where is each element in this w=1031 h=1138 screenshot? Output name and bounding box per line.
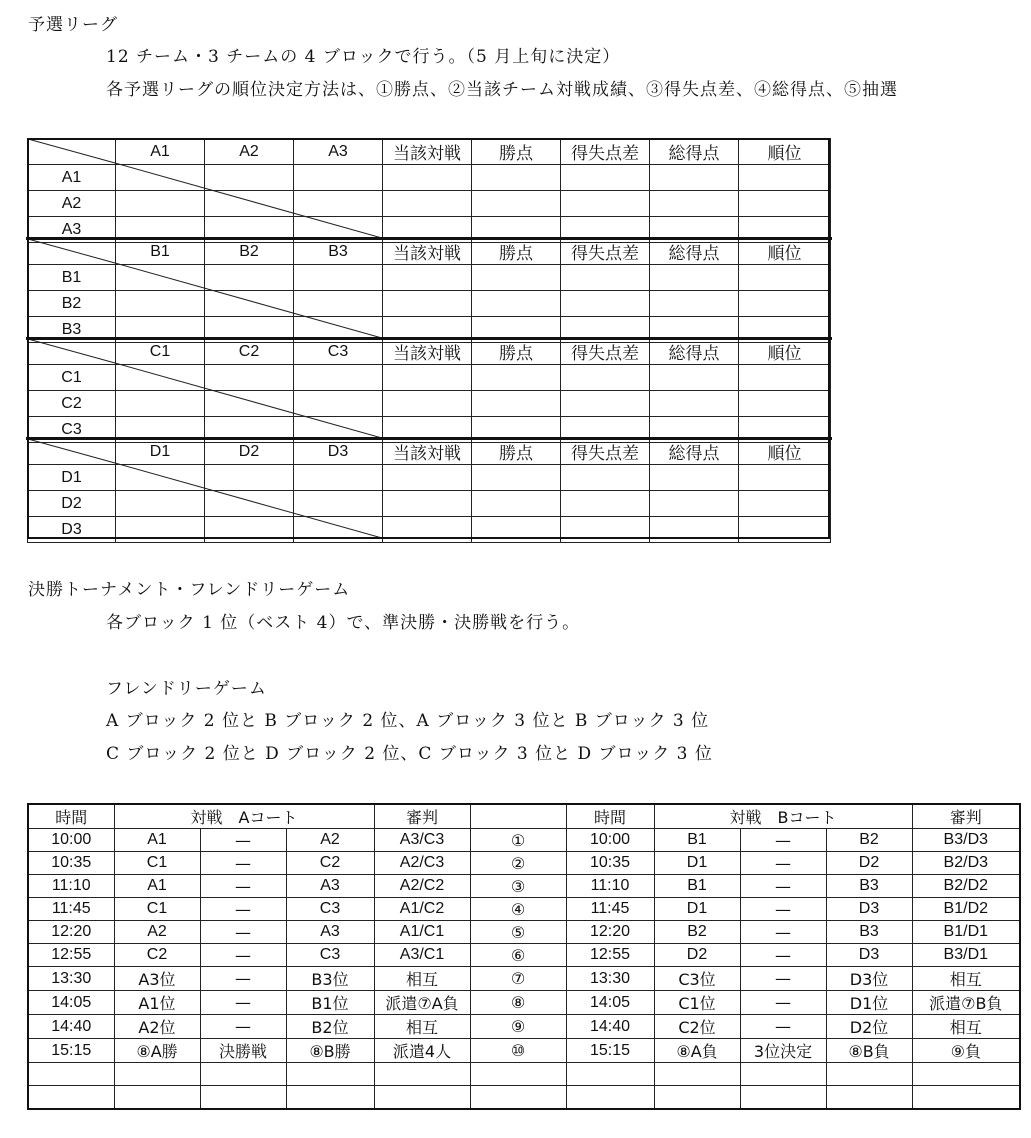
schedule-row [28,898,1020,921]
block-divider [26,437,832,440]
result-cell [650,165,739,191]
corner-cell [28,139,116,165]
result-cell [205,191,294,217]
time-cell [566,1063,654,1086]
result-cell [561,165,650,191]
stat-column-header: 得失点差 [561,339,650,365]
vs-cell [200,1063,286,1086]
team-column-header: B1 [116,239,205,265]
vs-cell: — [200,898,286,921]
result-cell [116,265,205,291]
time-cell: 11:45 [566,898,654,921]
result-cell [205,517,294,543]
result-cell [205,165,294,191]
team-cell: C2 [286,852,374,875]
result-cell [116,491,205,517]
team-cell: A2位 [114,1015,200,1039]
time-cell: 14:40 [28,1015,114,1039]
time-header-b: 時間 [566,804,654,829]
team-column-header: D2 [205,439,294,465]
stat-column-header: 総得点 [650,339,739,365]
referee-cell: 相互 [912,967,1020,991]
team-column-header: C2 [205,339,294,365]
team-cell: B2位 [286,1015,374,1039]
result-cell [739,291,831,317]
result-cell [650,517,739,543]
team-cell: B1 [654,829,740,852]
referee-cell: B1/D1 [912,921,1020,944]
vs-cell: 決勝戦 [200,1039,286,1063]
schedule-row [28,829,1020,852]
time-cell [28,1063,114,1086]
team-row-header: D3 [28,517,116,543]
time-cell: 13:30 [28,967,114,991]
result-cell [294,517,383,543]
corner-cell [28,439,116,465]
team-column-header: A1 [116,139,205,165]
result-cell [472,491,561,517]
referee-cell [374,1086,470,1110]
result-cell [205,465,294,491]
vs-cell: — [740,829,826,852]
team-cell [286,1086,374,1110]
time-cell: 10:00 [566,829,654,852]
schedule-row [28,852,1020,875]
schedule-row [28,1086,1020,1110]
result-cell [116,365,205,391]
result-cell [739,365,831,391]
team-cell: D1位 [826,991,912,1015]
result-cell [205,291,294,317]
stat-column-header: 順位 [739,339,831,365]
time-cell: 10:35 [566,852,654,875]
referee-cell: B2/D3 [912,852,1020,875]
result-cell [205,391,294,417]
result-cell [561,517,650,543]
schedule-row [28,921,1020,944]
team-row-header: B1 [28,265,116,291]
court-a-header: 対戦 Aコート [114,804,374,829]
vs-cell: — [740,944,826,967]
match-number-cell: ⑩ [470,1039,566,1063]
result-cell [650,191,739,217]
team-row-header: D2 [28,491,116,517]
vs-cell [200,1086,286,1110]
schedule-row [28,1039,1020,1063]
team-cell: A3 [286,921,374,944]
vs-cell: — [740,991,826,1015]
time-cell: 10:35 [28,852,114,875]
result-cell [205,265,294,291]
team-column-header: D1 [116,439,205,465]
schedule-row [28,991,1020,1015]
time-cell [566,1086,654,1110]
team-cell: D1 [654,898,740,921]
result-cell [650,465,739,491]
match-number-cell [470,1063,566,1086]
team-cell: C1位 [654,991,740,1015]
referee-cell: ⑨負 [912,1039,1020,1063]
result-cell [472,291,561,317]
team-cell: ⑧A勝 [114,1039,200,1063]
tournament-description-line: 各ブロック 1 位（ベスト 4）で、準決勝・決勝戦を行う。 [106,613,581,633]
result-cell [472,517,561,543]
corner-cell [28,239,116,265]
team-cell: ⑧B勝 [286,1039,374,1063]
team-cell: B1 [654,875,740,898]
referee-header-b: 審判 [912,804,1020,829]
time-cell: 12:55 [28,944,114,967]
time-cell: 11:45 [28,898,114,921]
team-cell: C2位 [654,1015,740,1039]
team-cell: B2 [654,921,740,944]
schedule-row [28,1015,1020,1039]
team-column-header: B3 [294,239,383,265]
team-cell: C3 [286,944,374,967]
match-number-cell: ⑦ [470,967,566,991]
league-description-line: 12 チーム・3 チームの 4 ブロックで行う。（5 月上旬に決定） [106,47,621,67]
referee-cell: 派遣⑦B負 [912,991,1020,1015]
referee-cell: A1/C2 [374,898,470,921]
stat-column-header: 勝点 [472,239,561,265]
team-cell: A1 [114,875,200,898]
result-cell [561,191,650,217]
result-cell [205,365,294,391]
result-cell [116,465,205,491]
match-number-cell: ⑧ [470,991,566,1015]
result-cell [472,465,561,491]
team-column-header: C1 [116,339,205,365]
result-cell [739,491,831,517]
team-row-header: C3 [28,417,116,443]
team-cell [826,1063,912,1086]
team-cell: D1 [654,852,740,875]
team-row-header: D1 [28,465,116,491]
team-cell: B3位 [286,967,374,991]
result-cell [650,265,739,291]
result-cell [294,365,383,391]
time-cell: 11:10 [28,875,114,898]
result-cell [383,265,472,291]
result-cell [294,291,383,317]
referee-cell: 派遣⑦A負 [374,991,470,1015]
result-cell [116,517,205,543]
team-column-header: A2 [205,139,294,165]
match-number-cell: ④ [470,898,566,921]
time-cell: 14:40 [566,1015,654,1039]
referee-cell: A2/C2 [374,875,470,898]
vs-cell: — [740,875,826,898]
friendly-game-line-2: C ブロック 2 位と D ブロック 2 位、C ブロック 3 位と D ブロック 3 位 [106,744,713,764]
match-number-cell: ⑨ [470,1015,566,1039]
team-cell [654,1086,740,1110]
team-row-header: B3 [28,317,116,343]
stat-column-header: 順位 [739,239,831,265]
stat-column-header: 当該対戦 [383,439,472,465]
match-number-cell: ② [470,852,566,875]
team-cell: A3 [286,875,374,898]
referee-cell: 相互 [374,1015,470,1039]
team-cell [826,1086,912,1110]
referee-cell: B3/D3 [912,829,1020,852]
result-cell [383,517,472,543]
stat-column-header: 得失点差 [561,439,650,465]
team-cell [286,1063,374,1086]
result-cell [116,191,205,217]
referee-cell: B2/D2 [912,875,1020,898]
referee-cell [912,1063,1020,1086]
time-cell: 14:05 [566,991,654,1015]
referee-cell: 相互 [374,967,470,991]
court-b-header: 対戦 Bコート [654,804,912,829]
result-cell [739,391,831,417]
section-heading-tournament: 決勝トーナメント・フレンドリーゲーム [28,580,351,600]
team-row-header: A2 [28,191,116,217]
team-cell: ⑧B負 [826,1039,912,1063]
team-cell: ⑧A負 [654,1039,740,1063]
match-number-header [470,804,566,829]
result-cell [472,191,561,217]
result-cell [472,391,561,417]
time-cell: 14:05 [28,991,114,1015]
result-cell [561,391,650,417]
result-cell [116,291,205,317]
result-cell [294,491,383,517]
team-cell: B3 [826,921,912,944]
vs-cell: — [200,1015,286,1039]
result-cell [650,365,739,391]
team-cell: C3位 [654,967,740,991]
result-cell [561,365,650,391]
team-cell: B2 [826,829,912,852]
stat-column-header: 総得点 [650,139,739,165]
vs-cell: — [200,875,286,898]
block-divider [26,337,832,340]
stat-column-header: 総得点 [650,239,739,265]
stat-column-header: 得失点差 [561,139,650,165]
result-cell [472,365,561,391]
vs-cell: — [200,852,286,875]
team-cell: A2 [114,921,200,944]
result-cell [383,391,472,417]
referee-cell: B1/D2 [912,898,1020,921]
vs-cell [740,1063,826,1086]
stat-column-header: 勝点 [472,339,561,365]
match-number-cell: ③ [470,875,566,898]
result-cell [472,165,561,191]
match-number-cell: ⑥ [470,944,566,967]
stat-column-header: 当該対戦 [383,139,472,165]
team-cell: D2 [826,852,912,875]
result-cell [739,465,831,491]
result-cell [383,465,472,491]
vs-cell: — [200,829,286,852]
team-row-header: A1 [28,165,116,191]
time-cell: 12:20 [28,921,114,944]
time-cell: 13:30 [566,967,654,991]
section-heading-preliminary-league: 予選リーグ [28,15,118,35]
team-cell: D2 [654,944,740,967]
result-cell [561,291,650,317]
referee-cell: B3/D1 [912,944,1020,967]
schedule-row [28,944,1020,967]
time-cell: 15:15 [566,1039,654,1063]
result-cell [294,465,383,491]
result-cell [739,165,831,191]
time-cell [28,1086,114,1110]
vs-cell: — [200,944,286,967]
team-cell: D2位 [826,1015,912,1039]
team-column-header: B2 [205,239,294,265]
team-cell [114,1086,200,1110]
result-cell [472,265,561,291]
stat-column-header: 当該対戦 [383,339,472,365]
result-cell [561,465,650,491]
time-cell: 12:55 [566,944,654,967]
league-block [27,338,830,439]
result-cell [116,165,205,191]
team-cell: C2 [114,944,200,967]
schedule-row [28,967,1020,991]
vs-cell: — [740,1015,826,1039]
result-cell [205,491,294,517]
referee-cell [912,1086,1020,1110]
referee-cell: 派遣4人 [374,1039,470,1063]
team-column-header: D3 [294,439,383,465]
referee-cell: A1/C1 [374,921,470,944]
stat-column-header: 当該対戦 [383,239,472,265]
team-row-header: B2 [28,291,116,317]
league-block [27,438,830,539]
vs-cell: — [200,967,286,991]
result-cell [383,191,472,217]
stat-column-header: 得失点差 [561,239,650,265]
time-header-a: 時間 [28,804,114,829]
time-cell: 11:10 [566,875,654,898]
result-cell [294,191,383,217]
team-cell: A2 [286,829,374,852]
team-cell [654,1063,740,1086]
team-cell: B1位 [286,991,374,1015]
referee-cell: A3/C3 [374,829,470,852]
team-cell: C1 [114,898,200,921]
result-cell [650,491,739,517]
block-divider [26,237,832,240]
match-number-cell [470,1086,566,1110]
friendly-game-line-1: A ブロック 2 位と B ブロック 2 位、A ブロック 3 位と B ブロック 3 位 [106,711,710,731]
result-cell [294,391,383,417]
stat-column-header: 総得点 [650,439,739,465]
referee-cell: A3/C1 [374,944,470,967]
referee-cell: 相互 [912,1015,1020,1039]
team-row-header: C1 [28,365,116,391]
result-cell [294,265,383,291]
result-cell [561,265,650,291]
schedule-row [28,1063,1020,1086]
vs-cell: — [740,967,826,991]
team-column-header: A3 [294,139,383,165]
result-cell [383,491,472,517]
referee-cell: A2/C3 [374,852,470,875]
corner-cell [28,339,116,365]
vs-cell: — [200,921,286,944]
result-cell [294,165,383,191]
result-cell [650,291,739,317]
result-cell [383,165,472,191]
stat-column-header: 順位 [739,439,831,465]
stat-column-header: 順位 [739,139,831,165]
team-cell [114,1063,200,1086]
league-block [27,138,830,239]
vs-cell: — [200,991,286,1015]
team-column-header: C3 [294,339,383,365]
time-cell: 10:00 [28,829,114,852]
team-cell: B3 [826,875,912,898]
team-cell: C1 [114,852,200,875]
referee-header-a: 審判 [374,804,470,829]
team-cell: D3 [826,944,912,967]
result-cell [739,265,831,291]
schedule-row [28,875,1020,898]
schedule-table [27,803,1021,1110]
vs-cell [740,1086,826,1110]
team-row-header: A3 [28,217,116,243]
team-cell: D3 [826,898,912,921]
vs-cell: — [740,898,826,921]
vs-cell: — [740,852,826,875]
match-number-cell: ① [470,829,566,852]
team-cell: A1位 [114,991,200,1015]
vs-cell: 3位決定 [740,1039,826,1063]
friendly-game-heading: フレンドリーゲーム [106,679,267,699]
ranking-method-line: 各予選リーグの順位決定方法は、①勝点、②当該チーム対戦成績、③得失点差、④総得点、⑤抽選 [106,80,898,100]
time-cell: 15:15 [28,1039,114,1063]
team-row-header: C2 [28,391,116,417]
team-cell: C3 [286,898,374,921]
time-cell: 12:20 [566,921,654,944]
team-cell: D3位 [826,967,912,991]
referee-cell [374,1063,470,1086]
league-block [27,238,830,339]
result-cell [383,365,472,391]
match-number-cell: ⑤ [470,921,566,944]
stat-column-header: 勝点 [472,439,561,465]
result-cell [650,391,739,417]
vs-cell: — [740,921,826,944]
result-cell [116,391,205,417]
result-cell [739,191,831,217]
result-cell [383,291,472,317]
team-cell: A1 [114,829,200,852]
result-cell [739,517,831,543]
result-cell [561,491,650,517]
stat-column-header: 勝点 [472,139,561,165]
team-cell: A3位 [114,967,200,991]
